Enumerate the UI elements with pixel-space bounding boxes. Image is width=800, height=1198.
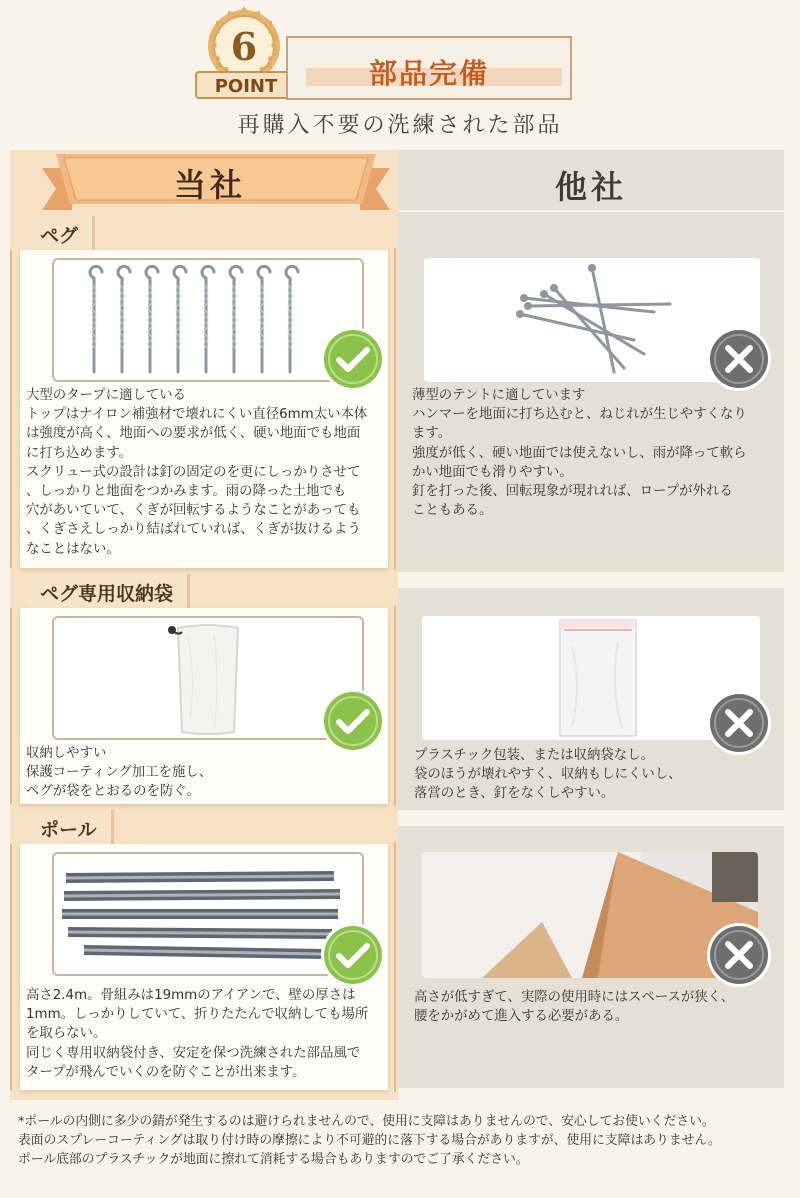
peg-set-icon — [54, 260, 362, 380]
badge-number: 6 — [230, 24, 258, 69]
footnote: *ポールの内側に多少の錆が発生するのは避けられませんので、使用に支障はありませんので、安心してお使いください。 表面のスプレーコーティングは取り付け時の摩擦により不可避的に落下する場合がありますが、使用に支障はありません。 ポール底部のプラスチックが地面に擦れて消耗する場合もありますのでご了承ください。 — [18, 1114, 721, 1167]
pole-photo — [52, 852, 364, 976]
cross-icon — [706, 326, 772, 392]
others-desc-peg: 薄型のテントに適しています ハンマーを地面に打ち込むと、ねじれが生じやすくなり ます。 強度が低く、硬い地面では使えないし、雨が降って軟ら かい地面でも滑りやすい。 釘を打った後、回転現象が現れれば、ロープが外れる こともある。 — [412, 388, 747, 519]
ours-desc-peg: 大型のタープに適している トップはナイロン補強材で壊れにくい直径6mm太い本体 は強度が高く、地面への要求が低く、硬い地面でも地面 に打ち込めます。 スクリュー式の設計は釘の固定のを更にしっかりさせて 、しっかりと地面をつかみます。雨の降った土地でも 穴があいていて、くぎが回転するようなことがあっても 、くぎさえしっかり結ばれていれば、くぎが抜けるよう なことはない。 — [26, 388, 368, 557]
others-header — [398, 150, 784, 210]
check-icon — [320, 922, 386, 988]
storage-bag-icon — [54, 618, 362, 738]
page-title: 部品完備 — [368, 57, 489, 90]
ours-desc-bag: 収納しやすい 保護コーティング加工を施し、 ペグが袋をとおるのを防ぐ。 — [26, 746, 213, 800]
peg-photo — [52, 258, 364, 382]
bag-photo — [52, 616, 364, 740]
check-icon — [320, 326, 386, 392]
badge-label: POINT — [214, 76, 278, 97]
poles-icon — [54, 854, 362, 974]
others-desc-pole: 高さが低すぎて、実際の使用時にはスペースが狭く、 腰をかがめて進入する必要がある。 — [414, 990, 735, 1025]
page-subtitle: 再購入不要の洗練された部品 — [237, 113, 563, 138]
ours-desc-pole: 高さ2.4m。骨組みは19mmのアイアンで、壁の厚さは 1mm。しっかりしていて、折りたたんで収納しても場所 を取らない。 同じく専用収納袋付き、安定を保つ洗練された部品風で タープが飛んでいくのを防ぐことが出来ます。 — [26, 988, 369, 1080]
ours-header-label: 当社 — [173, 166, 246, 204]
title-box — [286, 36, 572, 100]
section-label-pole: ポール — [26, 810, 114, 844]
others-header-label: 他社 — [554, 168, 627, 206]
cross-icon — [706, 922, 772, 988]
others-desc-bag: プラスチック包装、または収納袋なし。 袋のほうが壊れやすく、収納もしにくいし、 落営のとき、釘をなくしやすい。 — [414, 748, 682, 802]
section-label-peg: ペグ — [26, 216, 95, 250]
section-label-bag: ペグ専用収納袋 — [26, 574, 190, 608]
